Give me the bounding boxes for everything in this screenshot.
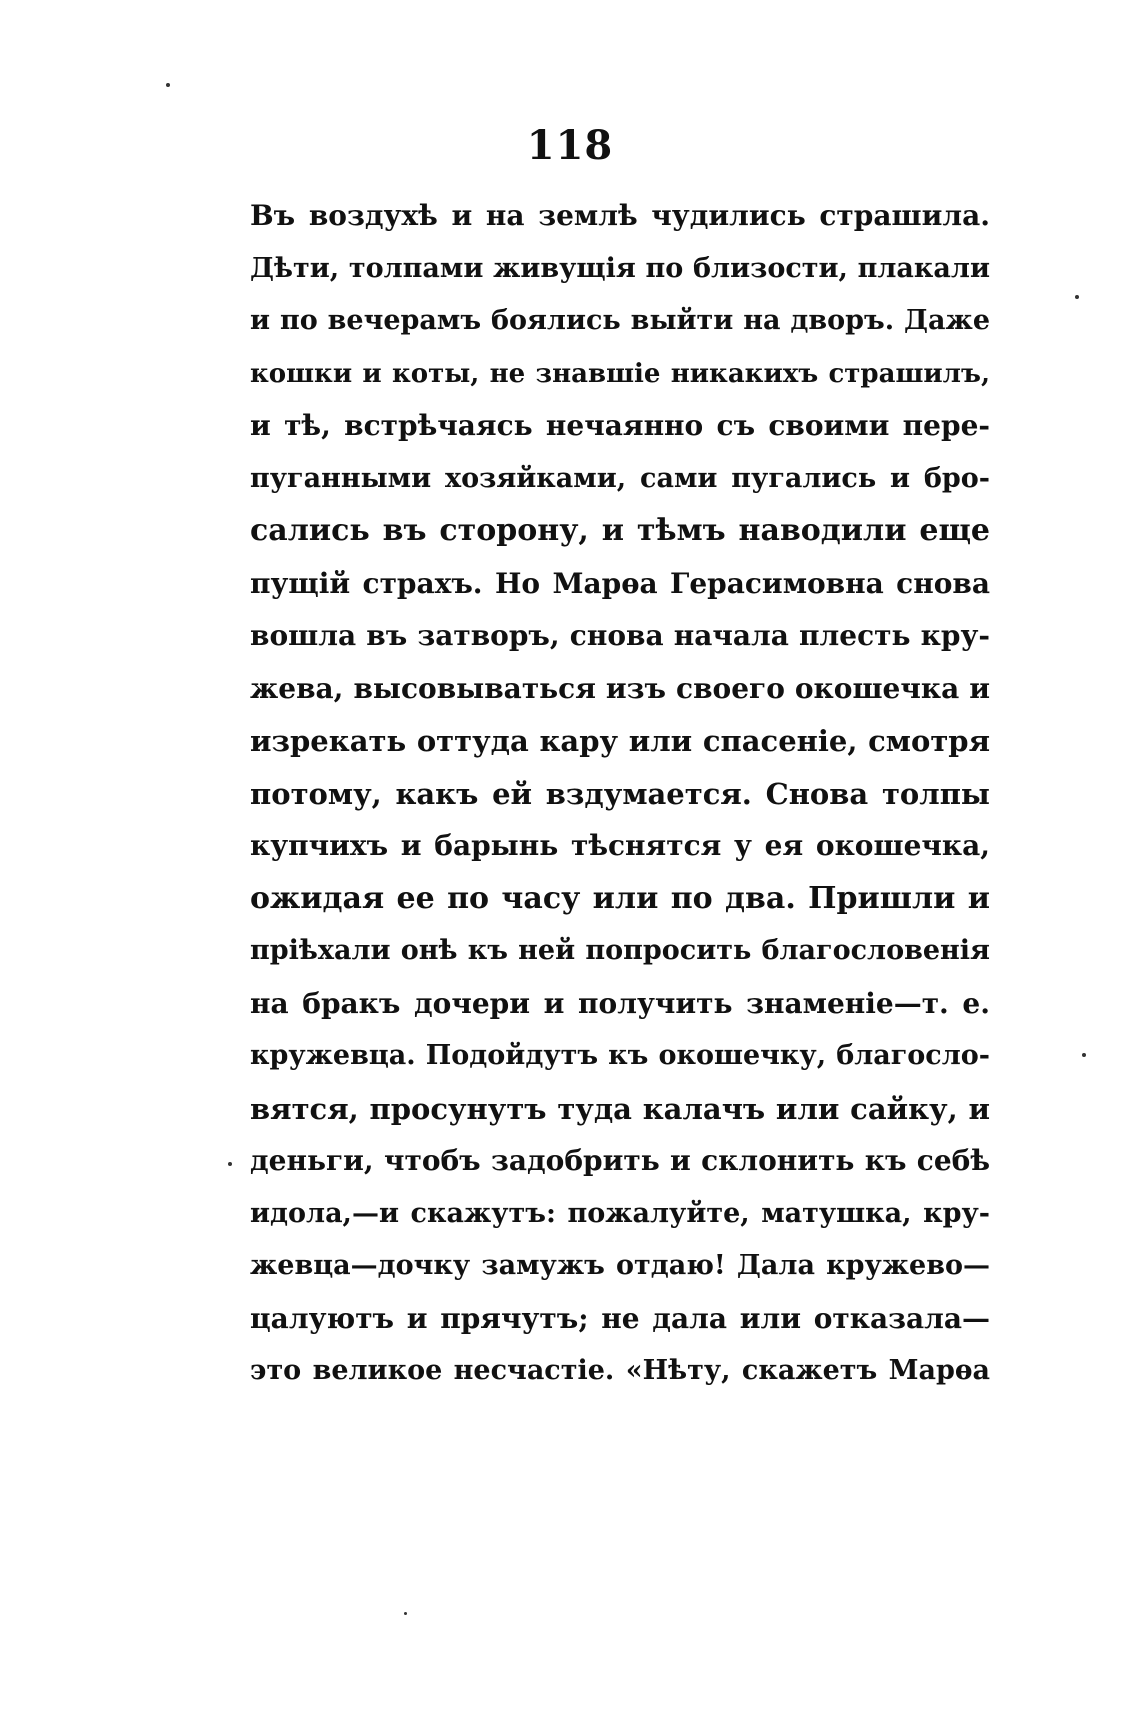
text-line: на бракъ дочери и получить знаменіе—т. е. [250, 986, 990, 1020]
text-line: ожидая ее по часу или по два. Пришли и [250, 880, 990, 916]
text-line: изрекать оттуда кару или спасеніе, смотря [250, 724, 990, 758]
text-line: кружевца. Подойдутъ къ окошечку, благосло- [250, 1040, 990, 1071]
text-line: идола,—и скажутъ: пожалуйте, матушка, кру- [250, 1197, 990, 1229]
text-line: деньги, чтобъ задобрить и склонить къ себѣ [250, 1144, 990, 1177]
page-number: 118 [526, 122, 614, 169]
text-line: пріѣхали онѣ къ ней попросить благословенія [250, 935, 990, 966]
text-line: потому, какъ ей вздумается. Снова толпы [250, 776, 990, 811]
text-line: это великое несчастіе. «Нѣту, скажетъ Марѳа [250, 1355, 990, 1386]
scan-speck [404, 1612, 407, 1615]
scan-speck [166, 83, 170, 87]
text-line: Дѣти, толпами живущія по близости, плакали [250, 252, 990, 284]
scan-speck [228, 1162, 232, 1166]
text-line: пущій страхъ. Но Марѳа Герасимовна снова [250, 566, 990, 600]
text-line: жевца—дочку замужъ отдаю! Дала кружево— [250, 1250, 990, 1281]
text-line: кошки и коты, не знавшіе никакихъ страшилъ, [250, 358, 990, 389]
text-line: вошла въ затворъ, снова начала плесть кру- [250, 619, 990, 652]
text-line: купчихъ и барынь тѣснятся у ея окошечка, [250, 829, 990, 862]
body-text [250, 190, 990, 1398]
scan-speck [1082, 1053, 1086, 1057]
text-line: жева, высовываться изъ своего окошечка и [250, 671, 990, 705]
text-line: цалуютъ и прячутъ; не дала или отказала— [250, 1301, 990, 1335]
scan-speck [1075, 295, 1079, 299]
text-line: сались въ сторону, и тѣмъ наводили еще [250, 513, 990, 548]
text-line: и тѣ, встрѣчаясь нечаянно съ своими пере- [250, 409, 990, 442]
text-line: и по вечерамъ боялись выйти на дворъ. Даже [250, 305, 990, 336]
text-line: пуганными хозяйками, сами пугались и бро- [250, 462, 990, 494]
text-line: вятся, просунутъ туда калачъ или сайку, и [250, 1091, 990, 1126]
text-line: Въ воздухѣ и на землѣ чудились страшила. [250, 199, 990, 232]
